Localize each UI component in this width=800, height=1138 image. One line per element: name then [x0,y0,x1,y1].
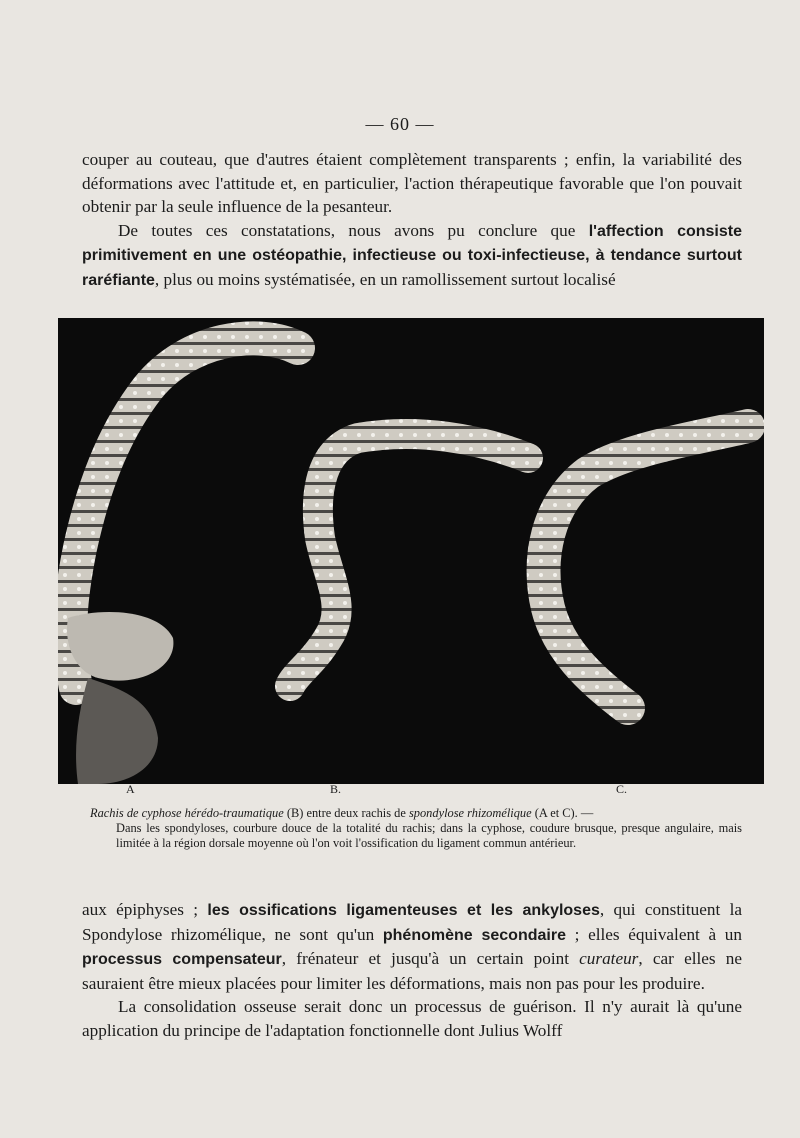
ossif-g: , frénateur et jusqu'à un certain point [281,949,580,968]
page-number: — 60 — [365,114,435,134]
ossif-f: processus compensateur [82,951,282,968]
ossif-a: aux épiphyses ; [82,900,208,919]
caption-part3: spondylose rhizomélique [408,806,532,820]
spine-photograph [58,318,764,784]
spine-c [544,426,748,708]
caption-part4: (A et C). — [531,806,594,820]
bottom-text-block [82,898,742,1042]
figure-label-a: A [126,782,135,796]
paragraph-continuation: couper au couteau, que d'autres étaient complètement transparents ; enfin, la variabilité des déformations avec l'attitude et, en particulier, l'action thérapeutique favorable que l'on pouvait obtenir par la seule influence de la pesanteur. [82,150,742,216]
figure-label-c: C. [616,782,628,796]
ossif-d: phénomène secondaire [382,926,566,944]
ossif-i: , car elles ne sauraient être mieux placées pour limiter les déformations, mais non pas pour les produire. [82,949,742,993]
figure-caption [90,806,742,851]
conclusion-bold: l'affection consiste primitivement en une ostéopathie, infectieuse ou toxi-infectieuse, à tendance surtout raréfiante [82,222,742,289]
caption-part1: Rachis de cyphose hérédo-traumatique [90,806,284,820]
ossif-h: curateur [579,949,639,968]
conclusion-end: , plus ou moins systématisée, en un ramollissement surtout localisé [154,269,616,289]
caption-part2: (B) entre deux rachis de [283,806,409,820]
top-text-block [82,148,742,292]
conclusion-intro: De toutes ces constatations, nous avons pu conclure que [118,220,589,240]
figure-label-b: B. [330,782,342,796]
caption-part5: Dans les spondyloses, courbure douce de la totalité du rachis; dans la cyphose, coudure brusque, presque angulaire, mais limitée à la région dorsale moyenne où l'on voit l'ossification du ligament commun antérieur. [116,821,742,850]
ossif-c: , qui constituent la Spondylose rhizomélique, ne sont qu'un [82,900,742,944]
spine-b [290,434,528,686]
ossif-e: ; elles équivalent à un [565,924,742,944]
figure-letters [58,782,764,802]
paragraph-conclusion [82,219,742,293]
paragraph-consolidation: La consolidation osseuse serait donc un processus de guérison. Il n'y aurait là qu'une application du principe de l'adaptation fonctionnelle dont Julius Wolff [82,997,742,1040]
spine-a [67,338,298,784]
paragraph-ossifications [82,898,742,995]
ossif-b: les ossifications ligamenteuses et les ankyloses [207,902,600,919]
